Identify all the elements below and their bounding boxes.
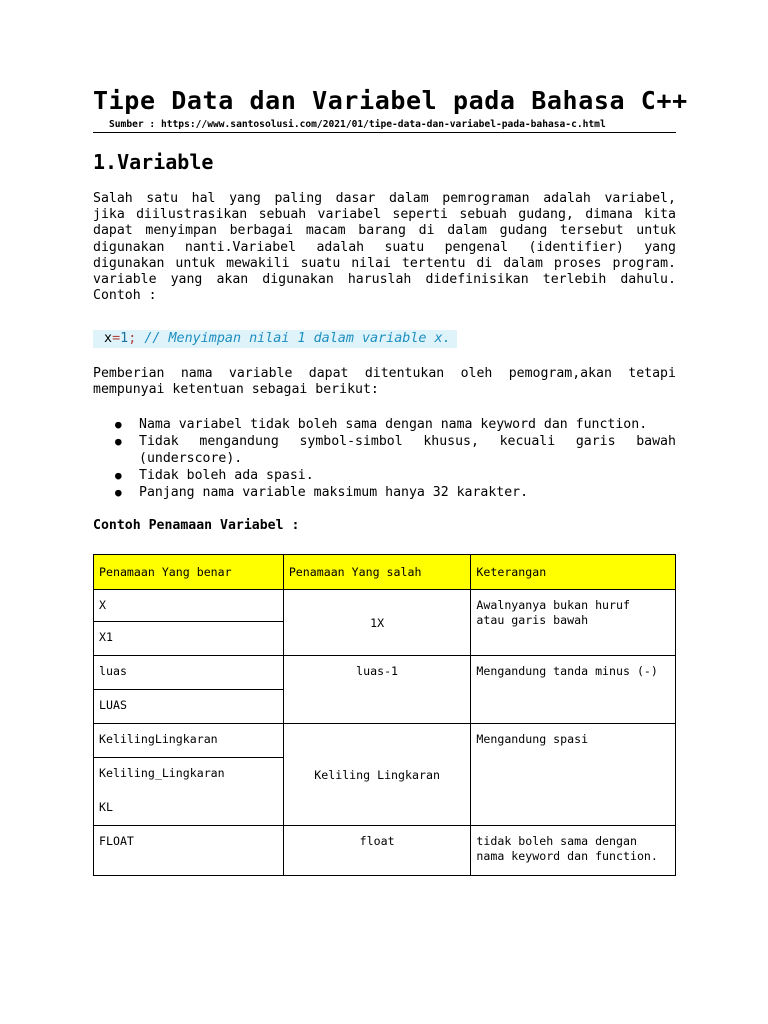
list-item: ● Nama variabel tidak boleh sama dengan nama keyword dan function.	[115, 417, 648, 432]
word: pengenal	[444, 239, 509, 255]
word: dapat	[93, 223, 133, 239]
naming-examples-table	[93, 554, 676, 876]
list-item-line	[139, 433, 676, 450]
code-variable: x	[104, 331, 113, 346]
column-header-correct: Penamaan Yang benar	[94, 555, 284, 590]
rules-intro-line	[93, 366, 676, 382]
list-item: ● Panjang nama variable maksimum hanya 32 karakter.	[115, 485, 529, 500]
column-header-wrong: Penamaan Yang salah	[283, 555, 471, 590]
word: suatu	[384, 239, 425, 255]
word: dalam	[503, 255, 543, 271]
word: mengandung	[199, 434, 279, 449]
word: dimana	[585, 207, 633, 223]
column-header-note: Keterangan	[471, 555, 676, 590]
intro-line	[93, 256, 676, 272]
word: garis	[575, 434, 616, 449]
word: yang	[170, 272, 203, 288]
word: kita	[644, 207, 676, 223]
word: gudang	[499, 223, 548, 239]
word: pemrograman	[442, 191, 530, 206]
note-cell: Mengandung spasi	[471, 724, 676, 826]
word: dasar	[335, 191, 376, 206]
word: dalam	[447, 223, 487, 239]
word: nanti.Variabel	[184, 239, 297, 255]
code-operator: =	[112, 331, 121, 346]
intro-line	[93, 272, 676, 288]
table-title: Contoh Penamaan Variabel :	[93, 518, 300, 533]
wrong-name-cell: float	[283, 826, 471, 876]
naming-rules-list	[93, 416, 676, 501]
word: oleh	[460, 366, 493, 381]
word: dahulu.	[620, 272, 676, 288]
word: yang	[229, 191, 261, 206]
bullet-icon: ●	[115, 435, 122, 448]
note-cell: Mengandung tanda minus (-)	[471, 656, 676, 724]
word: ditentukan	[364, 366, 445, 381]
source-citation: Sumber : https://www.santosolusi.com/2021/01/tipe-data-dan-variabel-pada-bahasa-c.html	[109, 119, 606, 130]
word: untuk	[636, 223, 676, 239]
word: tersebut	[560, 223, 624, 239]
document-title: Tipe Data dan Variabel pada Bahasa C++	[93, 86, 688, 115]
word: mewakili	[226, 255, 290, 271]
rules-intro-paragraph	[93, 366, 676, 398]
intro-line	[93, 191, 676, 207]
title-divider	[93, 132, 676, 133]
word: bawah	[636, 434, 676, 449]
word: hal	[191, 191, 216, 206]
word: adalah	[316, 239, 365, 255]
correct-name-cell: Keliling_Lingkaran	[94, 758, 284, 792]
word: paling	[274, 191, 323, 206]
word: program.	[612, 255, 676, 271]
word: proses	[553, 255, 602, 271]
intro-paragraph	[93, 191, 676, 304]
word: berbagai	[229, 223, 294, 239]
note-cell: Awalnyanya bukan huruf atau garis bawah	[471, 590, 676, 656]
word: dalam	[388, 191, 429, 206]
word: digunakan	[93, 255, 165, 271]
word: jika	[93, 207, 125, 223]
word: sebuah	[258, 207, 307, 223]
correct-name-cell: LUAS	[94, 690, 284, 724]
intro-line: Contoh :	[93, 288, 157, 304]
word: seperti	[392, 207, 448, 223]
list-item: ● Tidak boleh ada spasi.	[115, 468, 314, 483]
word: yang	[644, 239, 676, 255]
section-heading: 1.Variable	[93, 150, 214, 174]
correct-name-cell: FLOAT	[94, 826, 284, 876]
correct-name-cell: KelilingLingkaran	[94, 724, 284, 758]
word: terlebih	[542, 272, 607, 288]
correct-name-cell: luas	[94, 656, 284, 690]
wrong-name-cell: Keliling Lingkaran	[283, 724, 471, 826]
word: didefinisikan	[425, 272, 529, 288]
code-comment: // Menyimpan nilai 1 dalam variable x.	[144, 331, 451, 346]
word: variable	[93, 272, 157, 288]
bullet-icon: ●	[115, 418, 122, 431]
word: dapat	[308, 366, 349, 381]
word: di	[418, 223, 435, 239]
table-header-row	[94, 555, 676, 590]
word: nama	[180, 366, 213, 381]
word: suatu	[300, 255, 341, 271]
code-value: 1	[120, 331, 129, 346]
word: menyimpan	[145, 223, 217, 239]
word: variable	[228, 366, 293, 381]
word: Tidak	[139, 434, 179, 449]
wrong-name-cell: 1X	[283, 590, 471, 656]
word: gudang,	[518, 207, 574, 223]
word: variabel	[317, 207, 382, 223]
word: (identifier)	[528, 239, 624, 255]
table-row	[94, 590, 676, 622]
intro-line	[93, 223, 676, 239]
word: untuk	[175, 255, 216, 271]
word: nilai	[351, 255, 391, 271]
word: satu	[146, 191, 179, 206]
note-cell: tidak boleh sama dengan nama keyword dan function.	[471, 826, 676, 876]
word: tertentu	[401, 255, 466, 271]
code-example	[93, 330, 457, 348]
intro-line	[93, 207, 676, 223]
code-terminator: ;	[128, 331, 137, 346]
word: pemogram,akan	[508, 366, 612, 381]
word: adalah	[543, 191, 591, 206]
correct-name-cell: X1	[94, 622, 284, 656]
word: kecuali	[499, 434, 556, 449]
word: Pemberian	[93, 366, 165, 381]
word: akan	[216, 272, 249, 288]
table-row	[94, 724, 676, 758]
word: tetapi	[628, 366, 676, 381]
word: barang	[358, 223, 406, 239]
bullet-icon: ●	[115, 469, 122, 482]
word: di	[476, 255, 493, 271]
word: symbol-simbol	[299, 434, 403, 449]
correct-name-cell: X	[94, 590, 284, 622]
rules-intro-line: mempunyai ketentuan sebagai berikut:	[93, 382, 379, 398]
word: variabel,	[604, 191, 676, 206]
word: Salah	[93, 191, 133, 206]
table-row	[94, 656, 676, 690]
word: haruslah	[347, 272, 412, 288]
word: digunakan	[93, 239, 165, 255]
intro-line	[93, 240, 676, 256]
bullet-icon: ●	[115, 486, 122, 499]
word: diilustrasikan	[136, 207, 248, 223]
correct-name-cell: KL	[94, 792, 284, 826]
word: sebuah	[459, 207, 507, 223]
word: macam	[305, 223, 346, 239]
wrong-name-cell: luas-1	[283, 656, 471, 724]
list-item: ● Tidak mengandung symbol-simbol khusus, kecuali garis bawah (underscore).	[115, 434, 676, 466]
table-row	[94, 826, 676, 876]
word: khusus,	[423, 434, 479, 449]
word: digunakan	[262, 272, 334, 288]
